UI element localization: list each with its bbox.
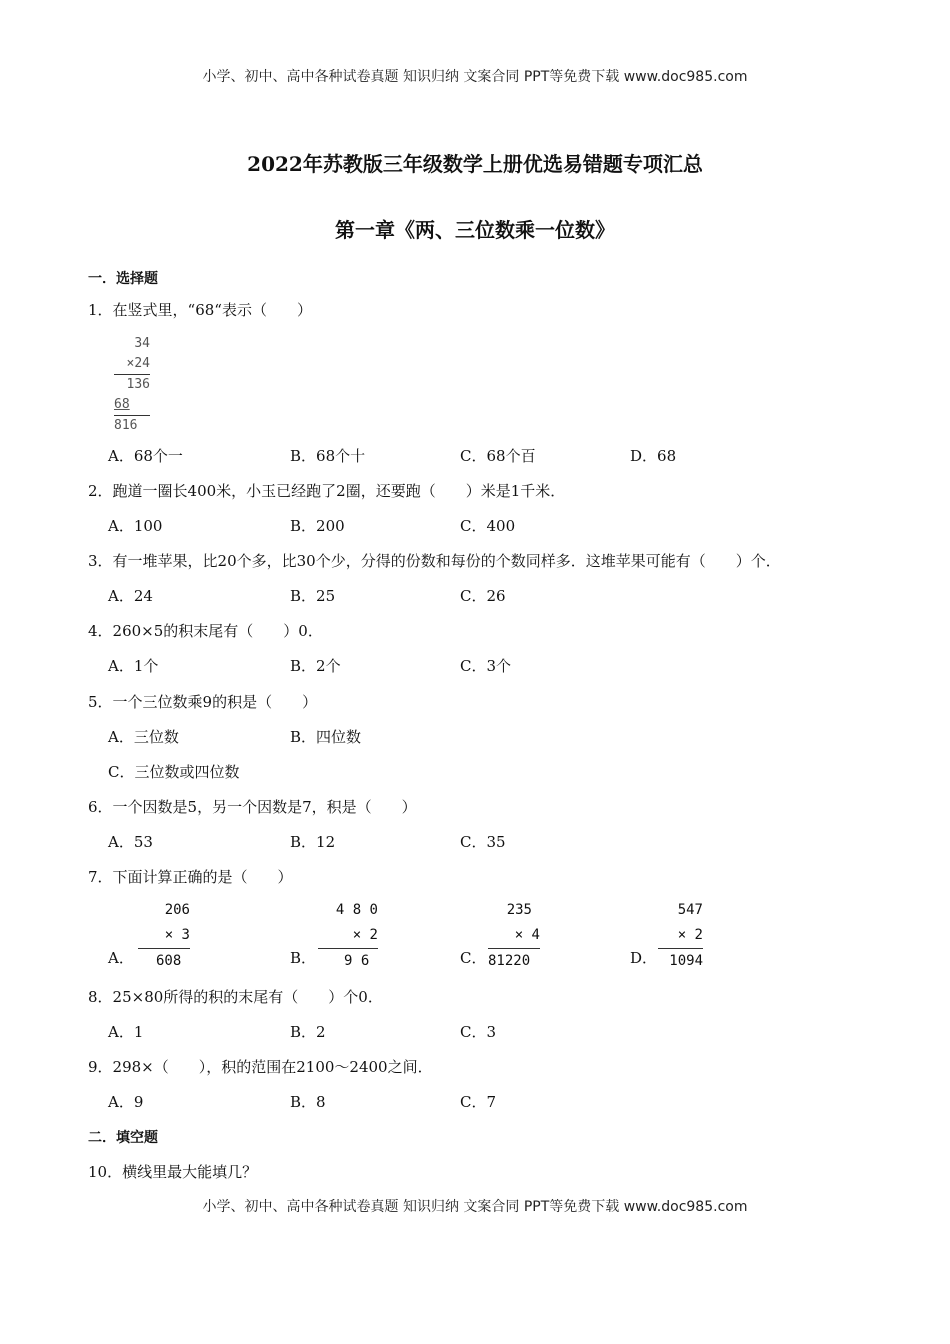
page-header: 小学、初中、高中各种试卷真题 知识归纳 文案合同 PPT等免费下载 www.doc985.com (202, 69, 748, 85)
vert-line: 816 (114, 418, 138, 433)
option[interactable]: C．三位数或四位数 (108, 763, 240, 781)
vert-line: ×24 (114, 354, 150, 375)
option[interactable]: B．8 (290, 1093, 326, 1111)
option[interactable]: B．68个十 (290, 447, 366, 465)
calc-mul: × 2 (318, 923, 378, 949)
question-8: 8．25×80所得的积的末尾有（ ）个0． (88, 988, 383, 1006)
question-1: 1．在竖式里，“68“表示（ ） (88, 301, 312, 319)
calc-result: 1094 (669, 953, 703, 969)
calc-result: 81220 (488, 953, 531, 969)
calc-top: 206 (164, 902, 190, 918)
option[interactable]: B．12 (290, 833, 336, 851)
calc-result: 9 6 (344, 953, 370, 969)
option[interactable]: B．2个 (290, 657, 341, 675)
calc-mul: × 4 (488, 923, 540, 949)
option[interactable]: A．24 (108, 587, 153, 605)
calc-d (658, 898, 703, 974)
option[interactable]: C．7 (460, 1093, 497, 1111)
option[interactable]: C．26 (460, 587, 506, 605)
calc-top: 235 (506, 902, 532, 918)
calc-mul: × 2 (658, 923, 703, 949)
question-10: 10．横线里最大能填几？ (88, 1163, 258, 1181)
calc-top: 4 8 0 (335, 902, 378, 918)
document-title: 2022年苏教版三年级数学上册优选易错题专项汇总 (247, 152, 703, 176)
option[interactable]: A．68个一 (108, 447, 183, 465)
option[interactable]: C．3 (460, 1023, 497, 1041)
calc-a (138, 898, 190, 974)
calc-top: 547 (677, 902, 703, 918)
option[interactable]: A．1个 (108, 657, 159, 675)
option[interactable]: C．35 (460, 833, 506, 851)
option-label[interactable]: C． (460, 949, 487, 967)
option-label[interactable]: A． (108, 949, 134, 967)
section-fill-blank: 二．填空题 (88, 1130, 158, 1146)
option[interactable]: C．3个 (460, 657, 512, 675)
question-9: 9．298×（ ），积的范围在2100～2400之间． (88, 1058, 433, 1076)
page-footer: 小学、初中、高中各种试卷真题 知识归纳 文案合同 PPT等免费下载 www.doc985.com (202, 1199, 748, 1215)
vertical-calculation (114, 334, 150, 436)
chapter-title: 第一章《两、三位数乘一位数》 (335, 218, 615, 242)
option[interactable]: A．100 (108, 517, 163, 535)
option[interactable]: B．25 (290, 587, 336, 605)
question-2: 2．跑道一圈长400米，小玉已经跑了2圈，还要跑（ ）米是1千米． (88, 482, 566, 500)
option[interactable]: A．9 (108, 1093, 144, 1111)
question-4: 4．260×5的积末尾有（ ）0． (88, 622, 323, 640)
option[interactable]: A．1 (108, 1023, 144, 1041)
question-7: 7．下面计算正确的是（ ） (88, 868, 293, 886)
option[interactable]: D．68 (630, 447, 677, 465)
calc-mul: × 3 (138, 923, 190, 949)
calc-b (318, 898, 378, 974)
option-label[interactable]: D． (630, 949, 658, 967)
vert-line: 68 (114, 395, 150, 416)
option[interactable]: B．200 (290, 517, 345, 535)
option[interactable]: B．2 (290, 1023, 326, 1041)
option[interactable]: A．53 (108, 833, 153, 851)
question-5: 5．一个三位数乘9的积是（ ） (88, 693, 318, 711)
vert-line: 34 (134, 336, 150, 351)
calc-c (488, 898, 540, 974)
section-choice: 一．选择题 (88, 271, 158, 287)
question-6: 6．一个因数是5，另一个因数是7，积是（ ） (88, 798, 417, 816)
option-label[interactable]: B． (290, 949, 317, 967)
option[interactable]: C．400 (460, 517, 516, 535)
option[interactable]: A．三位数 (108, 728, 179, 746)
question-3: 3．有一堆苹果，比20个多，比30个少，分得的份数和每份的个数同样多．这堆苹果可能有（ ）个． (88, 552, 781, 570)
option[interactable]: B．四位数 (290, 728, 362, 746)
calc-result: 608 (156, 953, 182, 969)
vert-line: 136 (126, 377, 150, 392)
option[interactable]: C．68个百 (460, 447, 536, 465)
